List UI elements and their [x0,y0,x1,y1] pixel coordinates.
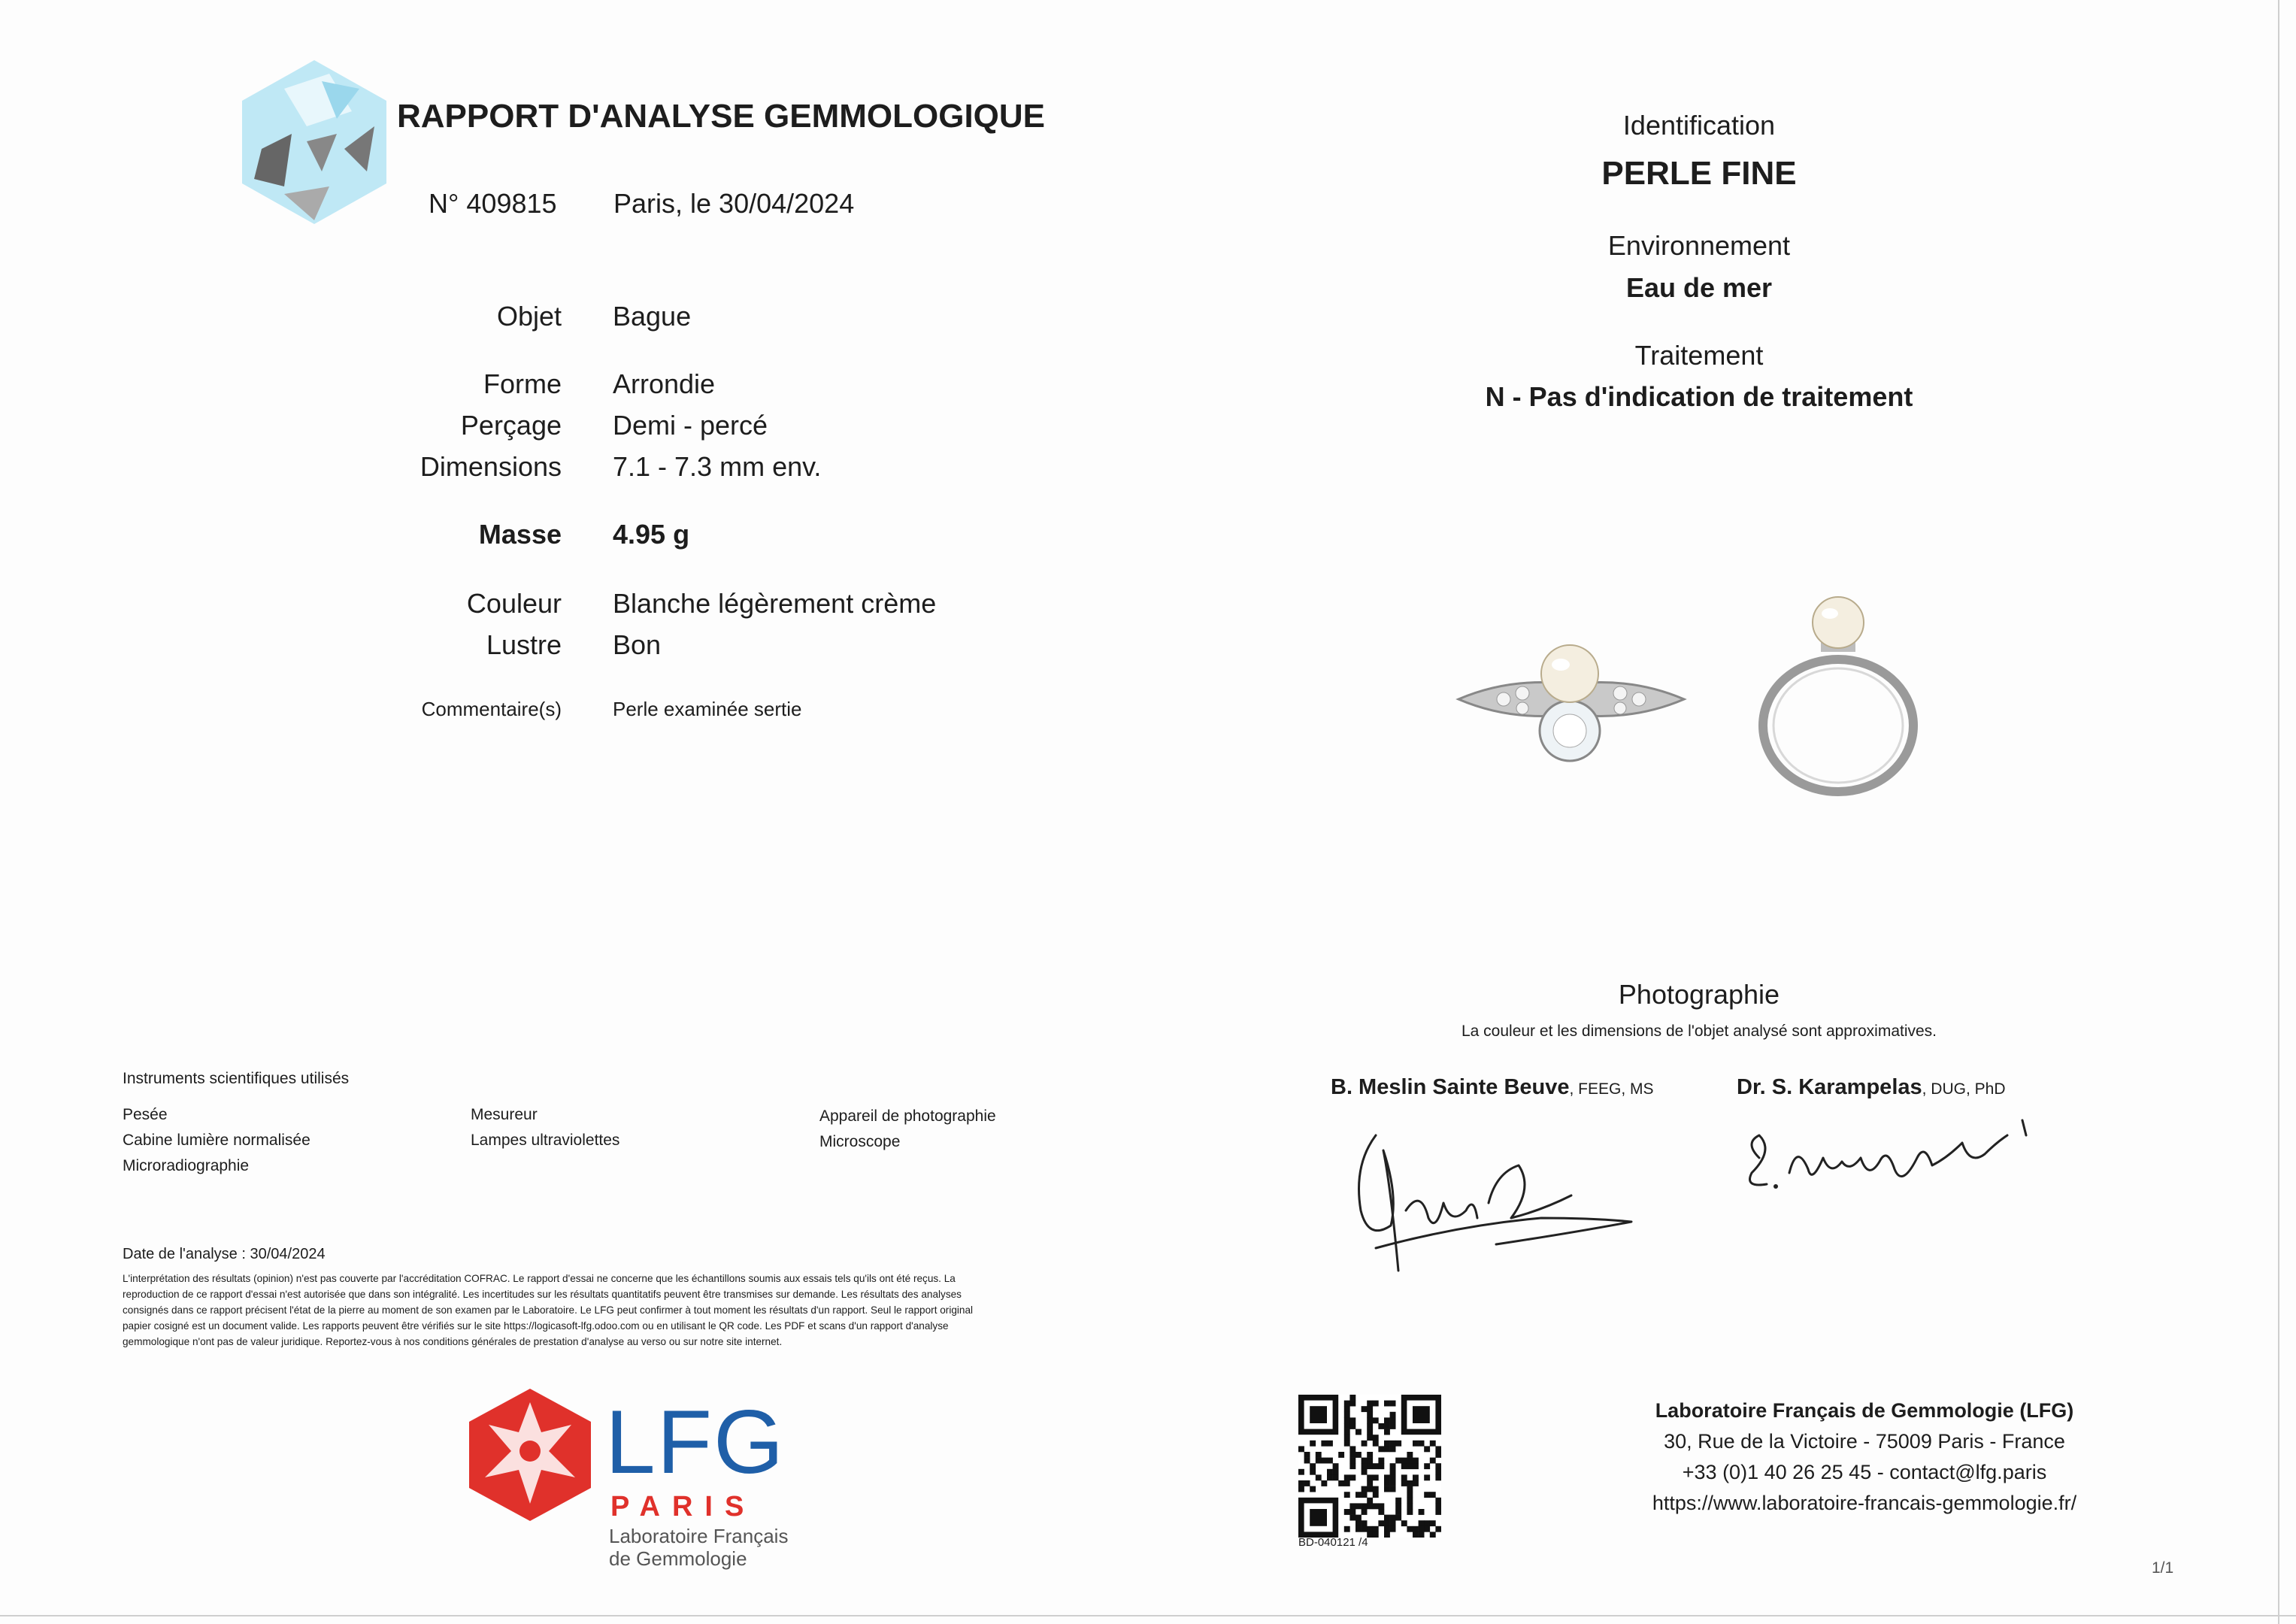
field-value-objet: Bague [613,301,692,332]
instrument-lampes: Lampes ultraviolettes [471,1132,620,1149]
field-value-couleur: Blanche légèrement crème [613,588,937,619]
instrument-microradiographie: Microradiographie [123,1157,250,1174]
report-number: N° 409815 [429,188,557,219]
qr-code[interactable] [1298,1395,1441,1538]
qr-caption: BD-040121 /4 [1298,1536,1368,1549]
lab-address: 30, Rue de la Victoire - 75009 Paris - France [1664,1430,2065,1453]
instrument-cabine: Cabine lumière normalisée [123,1132,310,1149]
field-label-masse: Masse [478,519,562,550]
field-value-dimensions: 7.1 - 7.3 mm env. [613,451,822,482]
disclaimer-line-2: reproduction de ce rapport d'essai n'est autorisée que dans son intégralité. Les incertitudes sur les résultats quantitatifs peuvent être transmises sur demande. Les résultats des analyses [123,1289,962,1300]
photo-label: Photographie [1618,979,1780,1010]
disclaimer-line-1: L'interprétation des résultats (opinion) n'est pas couverte par l'accréditation COFRAC. Le rapport d'essai ne concerne que les échantillons soumis aux essais tels qu'ils ont été reçus. La [123,1273,956,1284]
treatment-label: Traitement [1634,340,1764,371]
logo-line-2: de Gemmologie [609,1547,747,1570]
logo-lfg-text: LFG [605,1392,786,1492]
signature-2-image [1737,1113,2052,1210]
field-value-commentaires: Perle examinée sertie [613,698,802,720]
identification-label: Identification [1622,110,1776,141]
ring-top-view-image [1451,639,1692,767]
instrument-pesee: Pesée [123,1106,168,1123]
report-date: Paris, le 30/04/2024 [613,188,855,219]
disclaimer-line-4: papier cosigné est un document valide. Les rapports peuvent être vérifiés sur le site https://logicasoft-lfg.odoo.com ou en utilisant le QR code. Les PDF et scans d'un rapport d'analyse [123,1320,949,1332]
signatory-2-name: Dr. S. Karampelas [1737,1075,1922,1099]
lab-website-link[interactable]: https://www.laboratoire-francais-gemmologie.fr/ [1652,1492,2077,1514]
field-label-lustre: Lustre [486,629,562,660]
qr-code-image [1298,1395,1441,1538]
lab-contact: +33 (0)1 40 26 25 45 - contact@lfg.paris [1682,1461,2047,1483]
report-title: RAPPORT D'ANALYSE GEMMOLOGIQUE [397,98,1046,135]
environment-value: Eau de mer [1625,272,1773,303]
page-frame-bottom [0,1615,2296,1616]
field-value-percage: Demi - percé [613,410,768,441]
instrument-appareil-photo: Appareil de photographie [819,1107,996,1125]
signatory-2 [1737,1075,2006,1100]
signatory-2-title: , DUG, PhD [1922,1080,2006,1098]
field-label-objet: Objet [496,301,562,332]
disclaimer-line-5: gemmologique n'ont pas de valeur juridique. Reportez-vous à nos conditions générales de prestation d'analyse au verso ou sur notre site internet. [123,1336,783,1347]
field-label-forme: Forme [483,368,562,399]
logo-paris-text: PARIS [610,1491,756,1522]
field-label-couleur: Couleur [466,588,562,619]
analysis-date: Date de l'analyse : 30/04/2024 [123,1246,326,1262]
signature-1-image [1346,1120,1654,1301]
lfg-logo-icon [466,1387,594,1522]
gem-watermark-icon [239,59,389,226]
disclaimer-line-3: consignés dans ce rapport précisent l'état de la pierre au moment de son examen par le Laboratoire. Le LFG peut confirmer à tout moment les résultats d'un rapport. Seul le rapport original [123,1304,974,1316]
lab-name: Laboratoire Français de Gemmologie (LFG) [1655,1399,2074,1422]
field-label-dimensions: Dimensions [420,451,562,482]
identification-value: PERLE FINE [1601,155,1797,192]
field-value-masse: 4.95 g [613,519,690,550]
field-label-percage: Perçage [460,410,562,441]
signatory-1-title: , FEEG, MS [1569,1080,1654,1098]
instrument-microscope: Microscope [819,1133,901,1150]
signatory-1-name: B. Meslin Sainte Beuve [1331,1075,1570,1099]
field-label-commentaires: Commentaire(s) [421,698,562,720]
ring-side-view-image [1752,594,1925,797]
environment-label: Environnement [1607,230,1791,261]
photo-note: La couleur et les dimensions de l'objet analysé sont approximatives. [1461,1023,1937,1040]
instrument-mesureur: Mesureur [471,1106,538,1123]
treatment-value: N - Pas d'indication de traitement [1485,381,1913,412]
logo-line-1: Laboratoire Français [609,1525,789,1547]
signatory-1 [1331,1075,1654,1100]
page-frame-right [2278,0,2279,1624]
field-value-forme: Arrondie [613,368,716,399]
instruments-title: Instruments scientifiques utilisés [123,1070,350,1087]
field-value-lustre: Bon [613,629,662,660]
page-number: 1/1 [2152,1559,2174,1577]
